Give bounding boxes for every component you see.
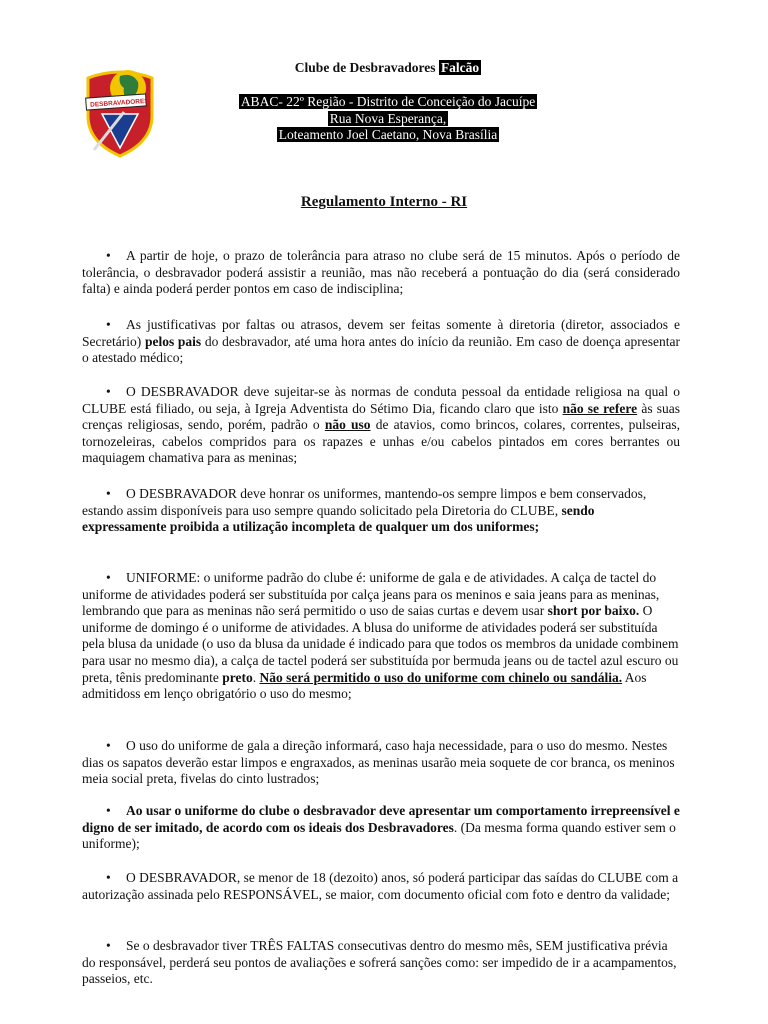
- rule-item: • O DESBRAVADOR deve honrar os uniformes, mantendo-os sempre limpos e bem conservados, estando assim disponíveis para uso sempre quando solicitado pela Diretoria do CLUBE, sendo expressamente proibida a utilização incompleta de qualquer um dos uniformes;: [82, 486, 647, 535]
- rule-item: • O DESBRAVADOR deve sujeitar-se às normas de conduta pessoal da entidade religiosa na qual o CLUBE está filiado, ou seja, à Igreja Adventista do Sétimo Dia, ficando claro que isto não se refere às suas crenças religiosas, sendo, porém, padrão o não uso de atavios, como brincos, colares, correntes, pulseiras, tornozeleiras, cabelos compridos para os rapazes e unhas e/ou cabelos pintados em cores berrantes ou maquiagem chamativa para as meninas;: [82, 384, 681, 466]
- address-line-2: Rua Nova Esperança,: [329, 110, 447, 126]
- rule-item: • Ao usar o uniforme do clube o desbravador deve apresentar um comportamento irrepreensível e digno de ser imitado, de acordo com os ideais dos Desbravadores. (Da mesma forma quando estiver sem o uniforme);: [82, 803, 680, 852]
- rule-item: • UNIFORME: o uniforme padrão do clube é: uniforme de gala e de atividades. A calça de tactel do uniforme de atividades poderá ser substituída por calça jeans para os meninos e saia jeans para as meninas, lembrando que para as meninas não será permitido o uso de saias curtas e devem usar short por baixo. O uniforme de domingo é o uniforme de atividades. A blusa do uniforme de atividades poderá ser substituída pela blusa da unidade (o uso da blusa da unidade é indicado para que todos os membros da unidade combinem para usar no mesmo dia), a calça de tactel poderá ser substituída por bermuda jeans ou de tactel azul escuro ou preta, tênis predominante preto. Não será permitido o uso do uniforme com chinelo ou sandália. Aos admitidoss em lenço obrigatório o uso do mesmo;: [82, 570, 679, 702]
- club-address: [200, 94, 576, 144]
- logo-lettering: DESBRAVADORES: [89, 97, 149, 109]
- rule-item: • As justificativas por faltas ou atrasos, devem ser feitas somente à diretoria (diretor, associados e Secretário) pelos pais do desbravador, até uma hora antes do início da reunião. Em caso de doença apresentar o atestado médico;: [82, 317, 680, 366]
- rule-item: • O uso do uniforme de gala a direção informará, caso haja necessidade, para o uso do mesmo. Nestes dias os sapatos deverão estar limpos e engraxados, as meninas usarão meia soquete de cor branca, os meninos meia social preta, fivelas do cinto lustrados;: [82, 738, 675, 787]
- club-title: Clube de Desbravadores Falcão: [294, 60, 480, 75]
- club-logo: [80, 58, 160, 158]
- rule-item: • Se o desbravador tiver TRÊS FALTAS consecutivas dentro do mesmo mês, SEM justificativa prévia do responsável, perderá seu pontos de avaliações e sofrerá sanções como: ser impedido de ir a acampamentos, passeios, etc.: [82, 938, 677, 987]
- rule-item: • O DESBRAVADOR, se menor de 18 (dezoito) anos, só poderá participar das saídas do CLUBE com a autorização assinada pelo RESPONSÁVEL, se maior, com documento oficial com foto e dentro da validade;: [82, 870, 679, 902]
- address-line-3: Loteamento Joel Caetano, Nova Brasília: [278, 127, 498, 142]
- club-name: Falcão: [440, 60, 480, 75]
- address-line-1: ABAC- 22º Região - Distrito de Conceição do Jacuípe: [240, 94, 536, 109]
- rule-item: • A partir de hoje, o prazo de tolerância para atraso no clube será de 15 minutos. Após o período de tolerância, o desbravador poderá assistir a reunião, mas não receberá a pontuação do dia (será considerado falta) e ainda poderá perder pontos em caso de indisciplina;: [82, 248, 680, 297]
- document-title: Regulamento Interno - RI: [300, 194, 468, 210]
